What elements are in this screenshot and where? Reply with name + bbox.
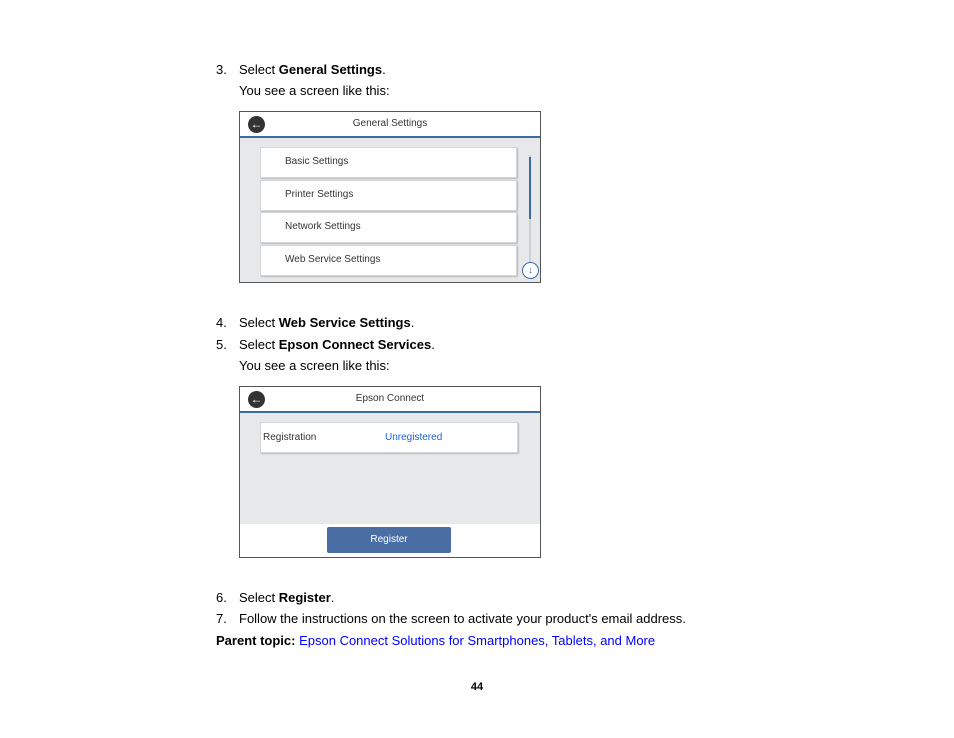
parent-topic-link[interactable]: Epson Connect Solutions for Smartphones, Tablets, and More xyxy=(299,633,656,648)
step-text xyxy=(239,315,414,331)
step-prefix: Select xyxy=(239,590,279,605)
menu-item-label: Network Settings xyxy=(285,221,361,232)
epson-connect-screen xyxy=(239,386,541,558)
menu-item-network-settings[interactable] xyxy=(260,212,517,243)
menu-item-printer-settings[interactable] xyxy=(260,180,517,211)
step-prefix: Select xyxy=(239,62,279,77)
screen-header xyxy=(240,387,540,413)
step-suffix: . xyxy=(431,337,435,352)
step-number: 3. xyxy=(216,62,227,77)
general-settings-screen xyxy=(239,111,541,283)
menu-item-basic-settings[interactable] xyxy=(260,147,517,178)
parent-topic-label: Parent topic: xyxy=(216,633,296,648)
step-suffix: . xyxy=(410,315,415,330)
step-bold-term: General Settings xyxy=(278,62,383,77)
register-button[interactable]: Register xyxy=(327,527,451,553)
step-5-note: You see a screen like this: xyxy=(239,358,390,373)
menu-item-web-service-settings[interactable] xyxy=(260,245,517,276)
step-prefix: Select xyxy=(239,337,279,352)
step-number: 6. xyxy=(216,590,227,605)
step-bold-term: Register xyxy=(278,590,331,605)
step-number: 5. xyxy=(216,337,227,352)
step-bold-term: Web Service Settings xyxy=(278,315,411,330)
screen-title: General Settings xyxy=(352,118,428,129)
scroll-down-icon[interactable]: ↓ xyxy=(522,262,539,279)
screen-footer xyxy=(240,524,540,557)
step-bold-term: Epson Connect Services xyxy=(278,337,432,352)
registration-row xyxy=(260,422,518,453)
registration-label: Registration xyxy=(263,432,317,443)
back-arrow-icon[interactable]: ← xyxy=(248,116,265,133)
menu-item-label: Printer Settings xyxy=(285,189,354,200)
scroll-thumb[interactable] xyxy=(529,157,531,219)
back-arrow-icon[interactable]: ← xyxy=(248,391,265,408)
step-number: 7. xyxy=(216,611,227,626)
menu-item-label: Web Service Settings xyxy=(285,254,381,265)
step-text xyxy=(239,337,435,353)
step-text: Follow the instructions on the screen to activate your product's email address. xyxy=(239,611,686,626)
step-number: 4. xyxy=(216,315,227,330)
step-suffix: . xyxy=(382,62,386,77)
step-3-note: You see a screen like this: xyxy=(239,83,390,98)
parent-topic xyxy=(216,633,655,649)
step-text xyxy=(239,590,334,606)
screen-title: Epson Connect xyxy=(355,393,425,404)
screen-header xyxy=(240,112,540,138)
step-prefix: Select xyxy=(239,315,279,330)
menu-item-label: Basic Settings xyxy=(285,156,349,167)
step-text xyxy=(239,62,386,78)
step-suffix: . xyxy=(330,590,335,605)
registration-status: Unregistered xyxy=(385,432,443,443)
page-number: 44 xyxy=(470,681,484,693)
